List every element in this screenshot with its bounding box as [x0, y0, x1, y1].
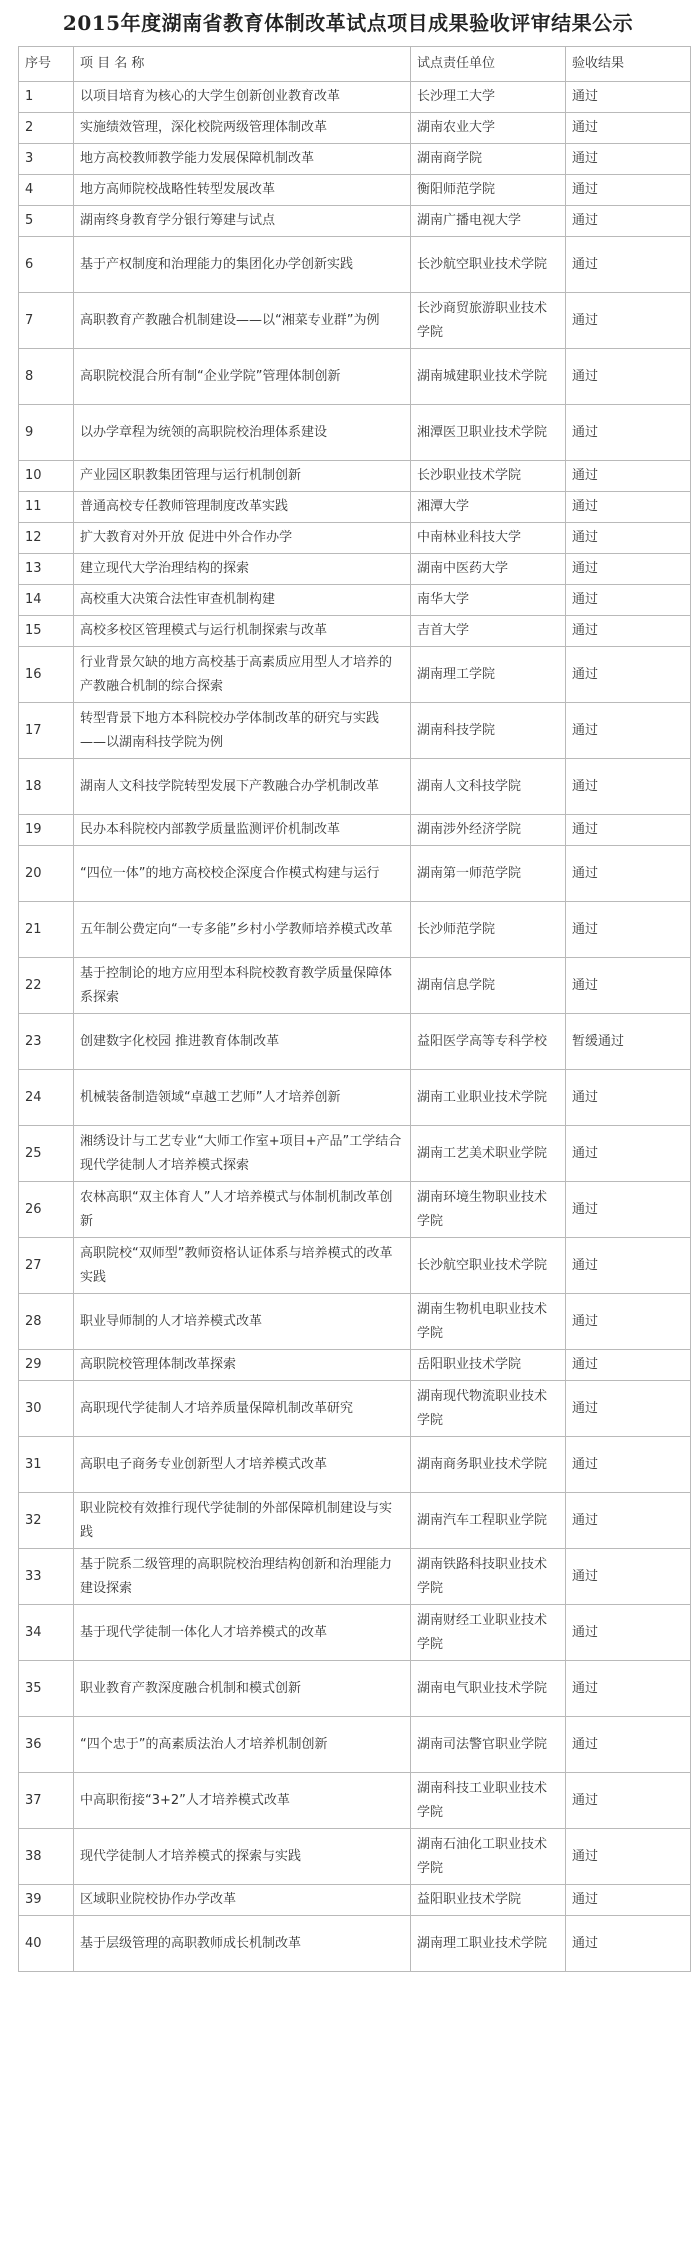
row-unit: 湖南信息学院: [411, 958, 566, 1014]
page-title: 2015年度湖南省教育体制改革试点项目成果验收评审结果公示: [62, 11, 634, 35]
row-project-name: 基于控制论的地方应用型本科院校教育教学质量保障体系探索: [74, 958, 411, 1014]
row-seq: 28: [19, 1294, 74, 1350]
row-result: 通过: [566, 1773, 691, 1829]
row-result: 通过: [566, 958, 691, 1014]
header-name: 项 目 名 称: [74, 47, 411, 82]
table-row: [19, 1885, 691, 1916]
table-row: [19, 1549, 691, 1605]
row-result: 通过: [566, 1126, 691, 1182]
header-seq: 序号: [19, 47, 74, 82]
row-seq: 39: [19, 1885, 74, 1916]
row-unit: 湖南工业职业技术学院: [411, 1070, 566, 1126]
row-seq: 9: [19, 405, 74, 461]
row-project-name: 机械装备制造领域“卓越工艺师”人才培养创新: [74, 1070, 411, 1126]
row-project-name: 地方高师院校战略性转型发展改革: [74, 175, 411, 206]
table-row: [19, 461, 691, 492]
table-row: [19, 703, 691, 759]
row-unit: 长沙师范学院: [411, 902, 566, 958]
row-unit: 湖南电气职业技术学院: [411, 1661, 566, 1717]
row-seq: 5: [19, 206, 74, 237]
row-result: 通过: [566, 82, 691, 113]
table-row: [19, 405, 691, 461]
row-project-name: 以办学章程为统领的高职院校治理体系建设: [74, 405, 411, 461]
row-result: 通过: [566, 554, 691, 585]
row-result: 通过: [566, 206, 691, 237]
row-project-name: 高校重大决策合法性审查机制构建: [74, 585, 411, 616]
row-project-name: 普通高校专任教师管理制度改革实践: [74, 492, 411, 523]
row-seq: 32: [19, 1493, 74, 1549]
table-row: [19, 523, 691, 554]
row-project-name: 产业园区职教集团管理与运行机制创新: [74, 461, 411, 492]
row-project-name: 实施绩效管理，深化校院两级管理体制改革: [74, 113, 411, 144]
row-result: 通过: [566, 815, 691, 846]
row-unit: 长沙商贸旅游职业技术学院: [411, 293, 566, 349]
row-unit: 湖南财经工业职业技术学院: [411, 1605, 566, 1661]
row-project-name: “四个忠于”的高素质法治人才培养机制创新: [74, 1717, 411, 1773]
table-row: [19, 1126, 691, 1182]
header-result: 验收结果: [566, 47, 691, 82]
row-result: 通过: [566, 523, 691, 554]
table-row: [19, 82, 691, 113]
row-unit: 湖南商务职业技术学院: [411, 1437, 566, 1493]
row-result: 通过: [566, 902, 691, 958]
row-seq: 10: [19, 461, 74, 492]
row-unit: 湖南中医药大学: [411, 554, 566, 585]
row-seq: 20: [19, 846, 74, 902]
table-row: [19, 647, 691, 703]
table-row: [19, 113, 691, 144]
row-seq: 29: [19, 1350, 74, 1381]
row-seq: 38: [19, 1829, 74, 1885]
row-seq: 11: [19, 492, 74, 523]
table-row: [19, 554, 691, 585]
row-project-name: 职业院校有效推行现代学徒制的外部保障机制建设与实践: [74, 1493, 411, 1549]
row-unit: 湖南现代物流职业技术学院: [411, 1381, 566, 1437]
row-seq: 14: [19, 585, 74, 616]
row-unit: 长沙航空职业技术学院: [411, 237, 566, 293]
row-project-name: 湖南终身教育学分银行筹建与试点: [74, 206, 411, 237]
row-project-name: 行业背景欠缺的地方高校基于高素质应用型人才培养的产教融合机制的综合探索: [74, 647, 411, 703]
row-project-name: 中高职衔接“3+2”人才培养模式改革: [74, 1773, 411, 1829]
row-unit: 中南林业科技大学: [411, 523, 566, 554]
row-unit: 长沙航空职业技术学院: [411, 1238, 566, 1294]
row-result: 通过: [566, 113, 691, 144]
row-result: 通过: [566, 461, 691, 492]
table-row: [19, 616, 691, 647]
row-project-name: 民办本科院校内部教学质量监测评价机制改革: [74, 815, 411, 846]
row-result: 通过: [566, 405, 691, 461]
row-result: 通过: [566, 846, 691, 902]
row-seq: 18: [19, 759, 74, 815]
row-result: 通过: [566, 1182, 691, 1238]
table-row: [19, 1350, 691, 1381]
table-row: [19, 1070, 691, 1126]
row-project-name: 现代学徒制人才培养模式的探索与实践: [74, 1829, 411, 1885]
table-row: [19, 1437, 691, 1493]
row-project-name: 基于产权制度和治理能力的集团化办学创新实践: [74, 237, 411, 293]
row-unit: 湘潭医卫职业技术学院: [411, 405, 566, 461]
row-project-name: 创建数字化校园 推进教育体制改革: [74, 1014, 411, 1070]
table-row: [19, 349, 691, 405]
table-row: [19, 846, 691, 902]
row-seq: 1: [19, 82, 74, 113]
row-project-name: 区域职业院校协作办学改革: [74, 1885, 411, 1916]
table-row: [19, 1717, 691, 1773]
row-project-name: 高职现代学徒制人才培养质量保障机制改革研究: [74, 1381, 411, 1437]
table-row: [19, 759, 691, 815]
row-result: 通过: [566, 1829, 691, 1885]
row-result: 通过: [566, 703, 691, 759]
table-row: [19, 206, 691, 237]
table-row: [19, 1182, 691, 1238]
table-row: [19, 815, 691, 846]
row-project-name: 高职院校混合所有制“企业学院”管理体制创新: [74, 349, 411, 405]
row-seq: 12: [19, 523, 74, 554]
row-result: 通过: [566, 1661, 691, 1717]
row-result: 通过: [566, 616, 691, 647]
row-seq: 17: [19, 703, 74, 759]
row-seq: 25: [19, 1126, 74, 1182]
row-seq: 6: [19, 237, 74, 293]
row-seq: 34: [19, 1605, 74, 1661]
row-seq: 15: [19, 616, 74, 647]
row-project-name: 基于层级管理的高职教师成长机制改革: [74, 1916, 411, 1972]
row-unit: 南华大学: [411, 585, 566, 616]
row-unit: 益阳医学高等专科学校: [411, 1014, 566, 1070]
row-seq: 30: [19, 1381, 74, 1437]
row-seq: 40: [19, 1916, 74, 1972]
row-result: 通过: [566, 1493, 691, 1549]
row-result: 通过: [566, 293, 691, 349]
row-result: 通过: [566, 1294, 691, 1350]
row-unit: 岳阳职业技术学院: [411, 1350, 566, 1381]
table-row: [19, 1014, 691, 1070]
row-seq: 2: [19, 113, 74, 144]
row-project-name: 农林高职“双主体育人”人才培养模式与体制机制改革创新: [74, 1182, 411, 1238]
row-seq: 33: [19, 1549, 74, 1605]
row-seq: 27: [19, 1238, 74, 1294]
row-unit: 湖南商学院: [411, 144, 566, 175]
row-seq: 3: [19, 144, 74, 175]
table-row: [19, 1381, 691, 1437]
row-result: 通过: [566, 1717, 691, 1773]
table-row: [19, 175, 691, 206]
row-seq: 13: [19, 554, 74, 585]
row-project-name: 职业教育产教深度融合机制和模式创新: [74, 1661, 411, 1717]
row-unit: 湖南理工职业技术学院: [411, 1916, 566, 1972]
row-result: 通过: [566, 492, 691, 523]
table-row: [19, 492, 691, 523]
row-unit: 吉首大学: [411, 616, 566, 647]
row-seq: 4: [19, 175, 74, 206]
table-header-row: [19, 47, 691, 82]
row-project-name: 转型背景下地方本科院校办学体制改革的研究与实践——以湖南科技学院为例: [74, 703, 411, 759]
row-unit: 湖南工艺美术职业学院: [411, 1126, 566, 1182]
row-project-name: 高职教育产教融合机制建设——以“湘菜专业群”为例: [74, 293, 411, 349]
table-row: [19, 958, 691, 1014]
table-row: [19, 1829, 691, 1885]
row-unit: 湖南理工学院: [411, 647, 566, 703]
row-seq: 16: [19, 647, 74, 703]
row-project-name: 地方高校教师教学能力发展保障机制改革: [74, 144, 411, 175]
row-unit: 湖南人文科技学院: [411, 759, 566, 815]
row-unit: 湖南科技工业职业技术学院: [411, 1773, 566, 1829]
row-project-name: 基于现代学徒制一体化人才培养模式的改革: [74, 1605, 411, 1661]
row-seq: 21: [19, 902, 74, 958]
row-unit: 湖南农业大学: [411, 113, 566, 144]
row-result: 通过: [566, 144, 691, 175]
row-project-name: 高职院校“双师型”教师资格认证体系与培养模式的改革实践: [74, 1238, 411, 1294]
row-unit: 湖南城建职业技术学院: [411, 349, 566, 405]
row-unit: 湖南司法警官职业学院: [411, 1717, 566, 1773]
row-result: 通过: [566, 1605, 691, 1661]
row-project-name: 高职电子商务专业创新型人才培养模式改革: [74, 1437, 411, 1493]
results-table: [18, 46, 691, 1972]
row-seq: 8: [19, 349, 74, 405]
row-result: 通过: [566, 175, 691, 206]
table-row: [19, 1773, 691, 1829]
row-result: 通过: [566, 237, 691, 293]
row-result: 通过: [566, 1070, 691, 1126]
row-project-name: 五年制公费定向“一专多能”乡村小学教师培养模式改革: [74, 902, 411, 958]
row-seq: 35: [19, 1661, 74, 1717]
row-seq: 19: [19, 815, 74, 846]
row-seq: 36: [19, 1717, 74, 1773]
row-unit: 湖南环境生物职业技术学院: [411, 1182, 566, 1238]
table-row: [19, 1605, 691, 1661]
row-result: 通过: [566, 585, 691, 616]
row-unit: 湖南铁路科技职业技术学院: [411, 1549, 566, 1605]
table-row: [19, 237, 691, 293]
table-row: [19, 902, 691, 958]
row-seq: 31: [19, 1437, 74, 1493]
row-unit: 湖南汽车工程职业学院: [411, 1493, 566, 1549]
table-row: [19, 1916, 691, 1972]
row-unit: 长沙职业技术学院: [411, 461, 566, 492]
row-seq: 22: [19, 958, 74, 1014]
row-seq: 26: [19, 1182, 74, 1238]
header-unit: 试点责任单位: [411, 47, 566, 82]
row-seq: 7: [19, 293, 74, 349]
row-result: 通过: [566, 1350, 691, 1381]
row-unit: 益阳职业技术学院: [411, 1885, 566, 1916]
row-unit: 长沙理工大学: [411, 82, 566, 113]
row-unit: 湖南科技学院: [411, 703, 566, 759]
row-unit: 湖南生物机电职业技术学院: [411, 1294, 566, 1350]
row-result: 通过: [566, 349, 691, 405]
row-unit: 衡阳师范学院: [411, 175, 566, 206]
table-row: [19, 1661, 691, 1717]
row-unit: 湘潭大学: [411, 492, 566, 523]
table-row: [19, 1493, 691, 1549]
row-project-name: 湘绣设计与工艺专业“大师工作室+项目+产品”工学结合现代学徒制人才培养模式探索: [74, 1126, 411, 1182]
row-unit: 湖南涉外经济学院: [411, 815, 566, 846]
row-result: 通过: [566, 1549, 691, 1605]
row-unit: 湖南第一师范学院: [411, 846, 566, 902]
row-project-name: 职业导师制的人才培养模式改革: [74, 1294, 411, 1350]
row-project-name: “四位一体”的地方高校校企深度合作模式构建与运行: [74, 846, 411, 902]
row-project-name: 高职院校管理体制改革探索: [74, 1350, 411, 1381]
row-result: 暂缓通过: [566, 1014, 691, 1070]
row-result: 通过: [566, 647, 691, 703]
row-result: 通过: [566, 1437, 691, 1493]
table-row: [19, 1238, 691, 1294]
row-seq: 23: [19, 1014, 74, 1070]
row-result: 通过: [566, 759, 691, 815]
table-row: [19, 585, 691, 616]
row-project-name: 以项目培育为核心的大学生创新创业教育改革: [74, 82, 411, 113]
row-result: 通过: [566, 1885, 691, 1916]
row-project-name: 高校多校区管理模式与运行机制探索与改革: [74, 616, 411, 647]
table-row: [19, 1294, 691, 1350]
row-project-name: 基于院系二级管理的高职院校治理结构创新和治理能力建设探索: [74, 1549, 411, 1605]
row-project-name: 建立现代大学治理结构的探索: [74, 554, 411, 585]
table-row: [19, 144, 691, 175]
row-result: 通过: [566, 1916, 691, 1972]
row-unit: 湖南广播电视大学: [411, 206, 566, 237]
row-result: 通过: [566, 1238, 691, 1294]
row-seq: 24: [19, 1070, 74, 1126]
row-project-name: 湖南人文科技学院转型发展下产教融合办学机制改革: [74, 759, 411, 815]
row-unit: 湖南石油化工职业技术学院: [411, 1829, 566, 1885]
row-seq: 37: [19, 1773, 74, 1829]
row-project-name: 扩大教育对外开放 促进中外合作办学: [74, 523, 411, 554]
row-result: 通过: [566, 1381, 691, 1437]
table-row: [19, 293, 691, 349]
